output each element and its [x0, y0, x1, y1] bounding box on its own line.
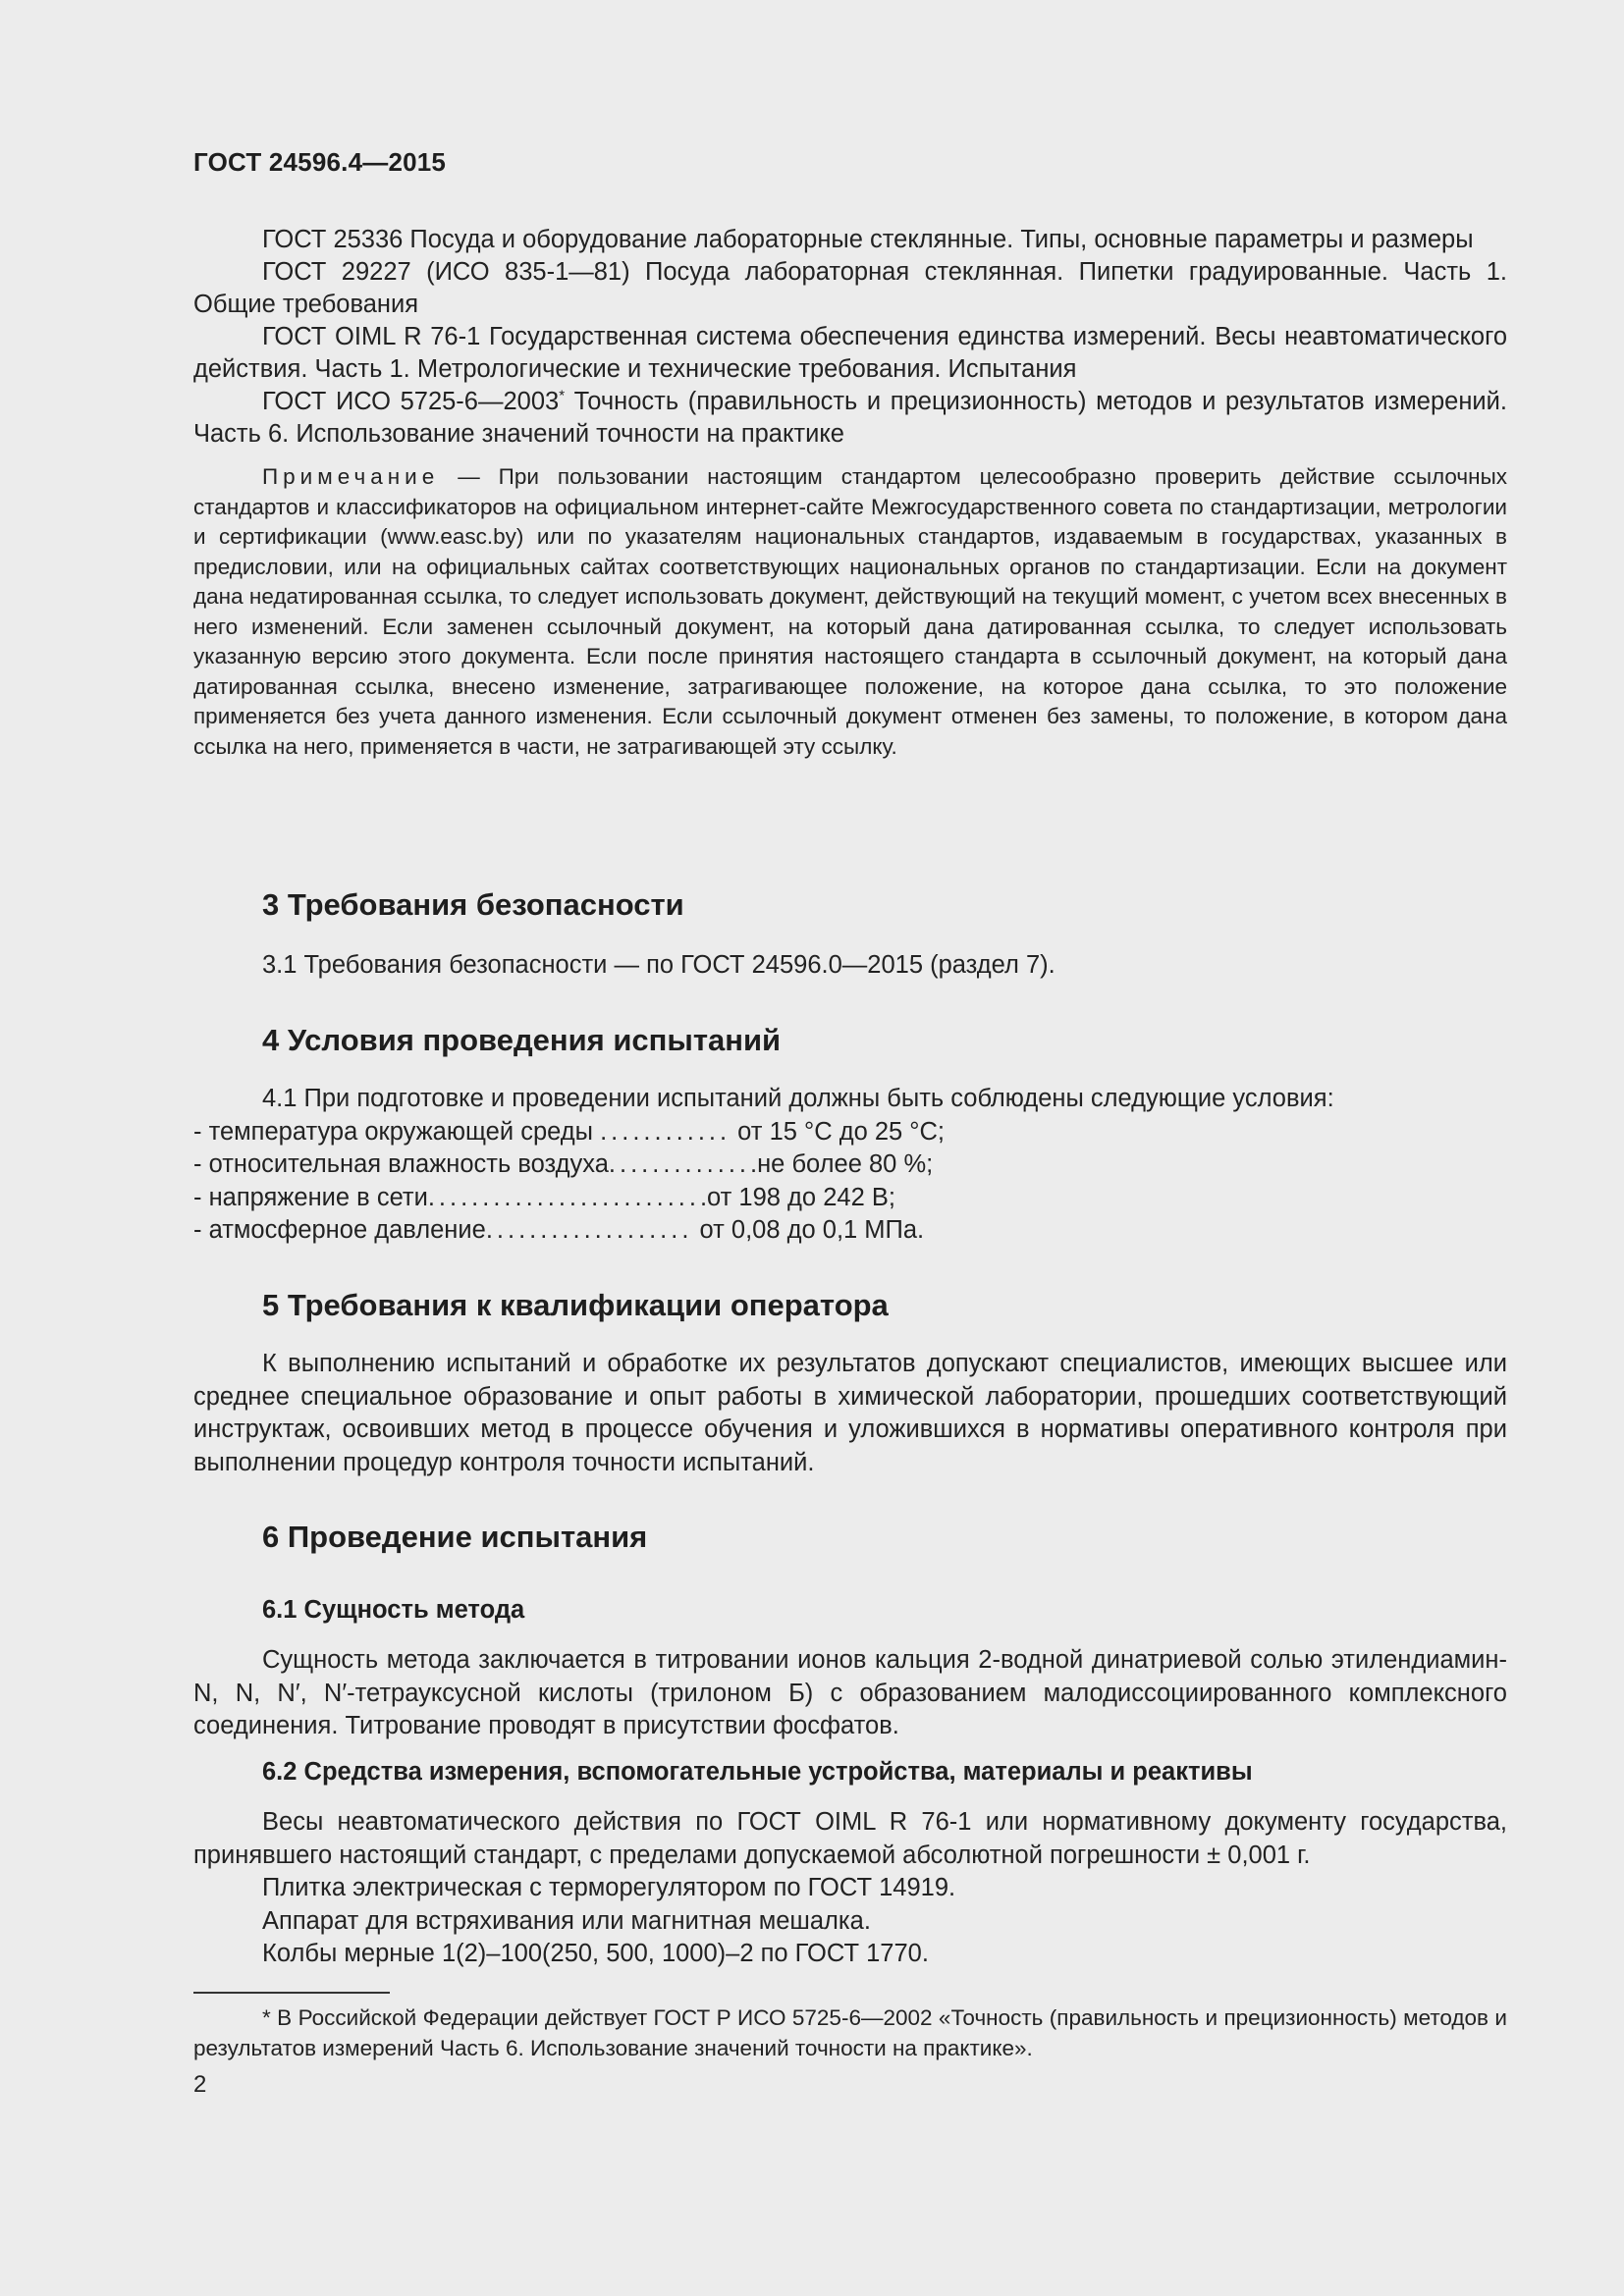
note-paragraph	[193, 462, 1507, 762]
equipment-list	[193, 1806, 1507, 1971]
list-intro: 4.1 При подготовке и проведении испытаний должны быть соблюдены следующие условия:	[262, 1085, 1334, 1112]
section-text: К выполнению испытаний и обработке их результатов допускают специалистов, имеющих высшее или среднее специальное образование и опыт работы в химической лаборатории, прошедших соответствующий инструктаж, освоивших метод в процессе обучения и уложившихся в нормативы оперативного контроля при выполнении процедур контроля точности испытаний.	[193, 1350, 1507, 1476]
page-number: 2	[193, 2071, 207, 2098]
note-lead: Примечание	[262, 464, 440, 489]
section-title: 5 Требования к квалификации оператора	[262, 1288, 889, 1322]
footnote-divider	[193, 1992, 390, 1994]
reference-item	[193, 386, 1507, 451]
list-item: - напряжение в сети..........................от 198 до 242 В;	[193, 1183, 895, 1211]
section-3	[193, 887, 1507, 923]
equipment-item: Аппарат для встряхивания или магнитная мешалка.	[262, 1906, 871, 1935]
references-block	[193, 224, 1507, 762]
reference-item: ГОСТ 29227 (ИСО 835-1—81) Посуда лабораторная стеклянная. Пипетки градуированные. Часть 1. Общие требования	[193, 258, 1507, 318]
note-text: — При пользовании настоящим стандартом целесообразно проверить действие ссылочных стандартов и классификаторов на официальном интернет-сайте Межгосударственного совета по стандартизации, метрологии и сертификации (www.easc.by) или по указателям национальных стандартов, издаваемым в государствах, указанных в предисловии, или на официальных сайтах соответствующих национальных органов по стандартизации. Если на документ дана недатированная ссылка, то следует использовать документ, действующий на текущий момент, с учетом всех внесенных в него изменений. Если заменен ссылочный документ, на который дана датированная ссылка, то следует использовать указанную версию этого документа. Если после принятия настоящего стандарта в ссылочный документ, на который дана датированная ссылка, внесено изменение, затрагивающее положение, на которое дана ссылка, то это положение применяется без учета данного изменения. Если ссылочный документ отменен без замены, то положение, в котором дана ссылка на него, применяется в части, не затрагивающей эту ссылку.	[193, 464, 1507, 759]
list-item: - температура окружающей среды ............ от 15 °С до 25 °С;	[193, 1117, 946, 1146]
section-title: 4 Условия проведения испытаний	[262, 1023, 782, 1057]
reference-item: ГОСТ 25336 Посуда и оборудование лабораторные стеклянные. Типы, основные параметры и размеры	[262, 226, 1474, 253]
section-text: 3.1 Требования безопасности — по ГОСТ 24596.0—2015 (раздел 7).	[262, 951, 1056, 979]
equipment-item: Плитка электрическая с терморегулятором по ГОСТ 14919.	[262, 1874, 956, 1901]
reference-item: ГОСТ OIML R 76-1 Государственная система обеспечения единства измерений. Весы неавтоматического действия. Часть 1. Метрологические и технические требования. Испытания	[193, 323, 1507, 383]
reference-code: ГОСТ ИСО 5725-6—2003	[262, 388, 560, 415]
section-title: 3 Требования безопасности	[262, 887, 684, 922]
equipment-item: Колбы мерные 1(2)–100(250, 500, 1000)–2 по ГОСТ 1770.	[262, 1940, 929, 1967]
subsection-title: 6.1 Сущность метода	[262, 1596, 525, 1624]
footnote: * В Российской Федерации действует ГОСТ Р ИСО 5725-6—2002 «Точность (правильность и прецизионность) методов и результатов измерений Часть 6. Использование значений точности на практике».	[193, 2005, 1507, 2060]
section-title: 6 Проведение испытания	[262, 1520, 648, 1554]
list-item: - относительная влажность воздуха..............не более 80 %;	[193, 1150, 934, 1178]
document-header: ГОСТ 24596.4—2015	[193, 147, 447, 177]
reference-title: Точность (правильность и прецизионность) методов и результатов измерений. Часть 6. Использование значений точности на практике	[193, 388, 1507, 448]
equipment-item: Весы неавтоматического действия по ГОСТ OIML R 76-1 или нормативному документу государства, принявшего настоящий стандарт, с пределами допускаемой абсолютной погрешности ± 0,001 г.	[193, 1808, 1507, 1869]
footnote-marker: *	[559, 387, 566, 404]
section-5	[193, 1288, 1507, 1323]
subsection-title: 6.2 Средства измерения, вспомогательные устройства, материалы и реактивы	[262, 1758, 1253, 1786]
section-4	[193, 1023, 1507, 1058]
section-6	[193, 1520, 1507, 1555]
subsection-text: Сущность метода заключается в титровании ионов кальция 2-водной динатриевой солью этилендиамин-N, N, N′, N′-тетрауксусной кислоты (трилоном Б) с образованием малодиссоциированного комплексного соединения. Титрование проводят в присутствии фосфатов.	[193, 1646, 1507, 1739]
list-item: - атмосферное давление................... от 0,08 до 0,1 МПа.	[193, 1216, 925, 1244]
conditions-list	[193, 1083, 1507, 1248]
